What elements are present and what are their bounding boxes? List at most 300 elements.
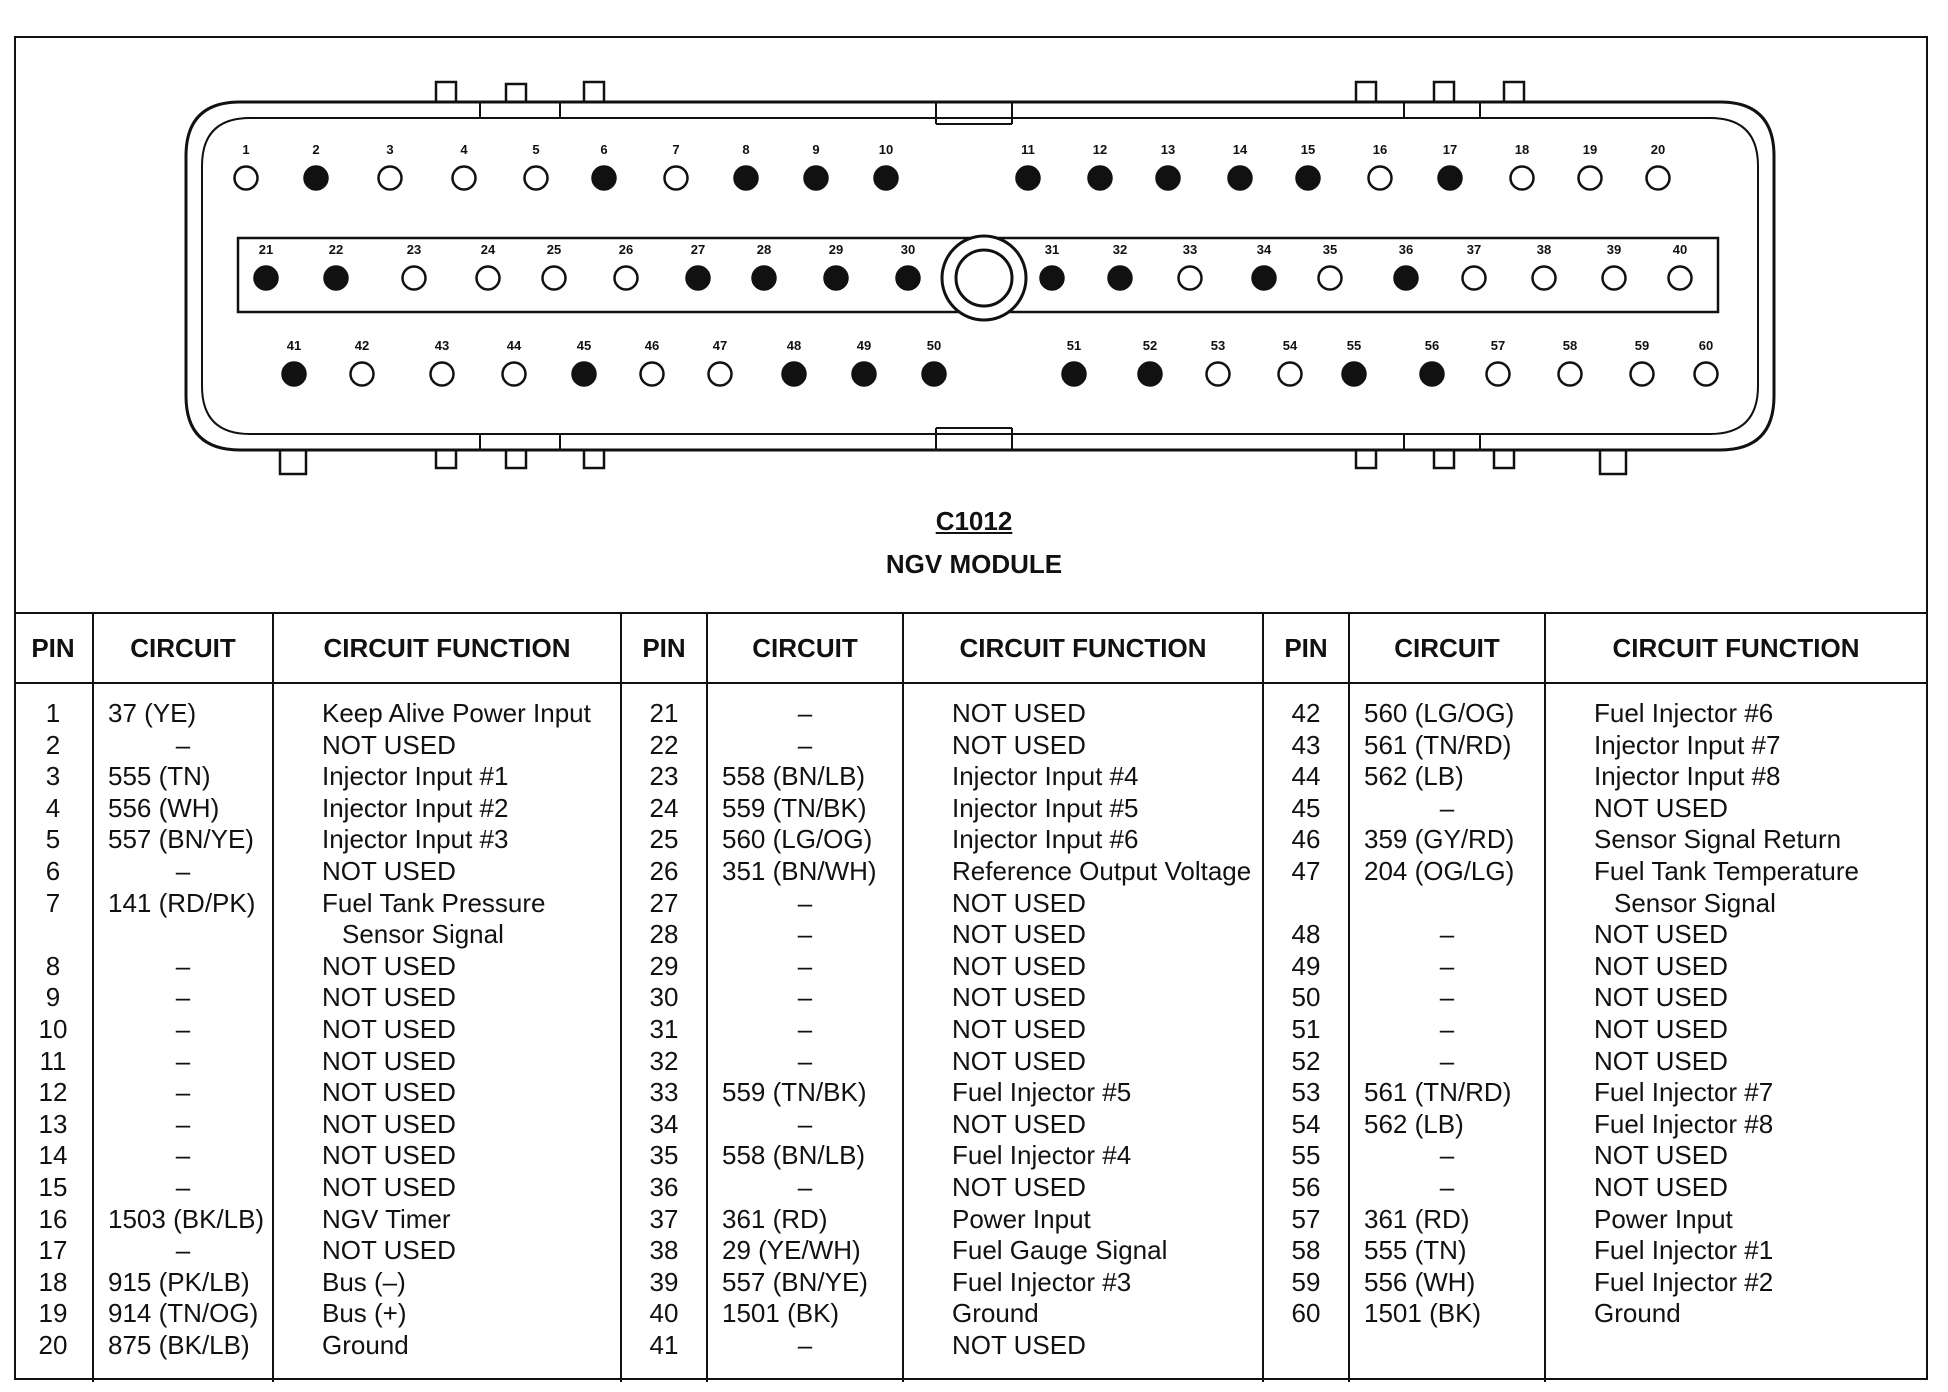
pin-number-label: 30 <box>900 242 916 257</box>
pin-number-label: 12 <box>1092 142 1108 157</box>
pin-used <box>735 167 758 190</box>
pin-used <box>1041 267 1064 290</box>
function-cell: Fuel Injector #8 <box>1594 1108 1774 1139</box>
pin-used <box>753 267 776 290</box>
pin-number-label: 19 <box>1582 142 1598 157</box>
pin-number-label: 13 <box>1160 142 1176 157</box>
pin-cell: 12 <box>38 1077 68 1108</box>
circuit-cell: 556 (WH) <box>1364 1266 1476 1297</box>
pin-number-label: 22 <box>328 242 344 257</box>
circuit-cell: 361 (RD) <box>1364 1203 1470 1234</box>
pin-number-label: 57 <box>1490 338 1506 353</box>
pin-cell: 46 <box>1291 824 1321 855</box>
function-cell: NOT USED <box>322 1077 456 1108</box>
col-circuit-1 <box>94 614 274 1382</box>
pin-number-label: 16 <box>1372 142 1388 157</box>
pin-used <box>1157 167 1180 190</box>
pin-number-label: 44 <box>506 338 522 353</box>
pin-table <box>14 612 1928 1382</box>
pin-cell: 23 <box>649 761 679 792</box>
pin-number-label: 35 <box>1322 242 1338 257</box>
function-cell: Sensor Signal Return <box>1594 824 1842 855</box>
header-circuit: CIRCUIT <box>1350 614 1544 684</box>
pin-number-label: 3 <box>386 142 394 157</box>
pin-used <box>1109 267 1132 290</box>
pin-cell: 44 <box>1291 761 1321 792</box>
function-cell: NOT USED <box>952 1171 1086 1202</box>
circuit-cell: 875 (BK/LB) <box>108 1329 250 1360</box>
function-cell: NOT USED <box>322 982 456 1013</box>
pin-number-label: 20 <box>1650 142 1666 157</box>
pin-number-label: 53 <box>1210 338 1226 353</box>
pin-cell: 4 <box>45 792 61 823</box>
pin-cell: 8 <box>45 950 61 981</box>
function-cell: Fuel Injector #7 <box>1594 1077 1774 1108</box>
pin-number-label: 59 <box>1634 338 1650 353</box>
pin-cell: 52 <box>1291 1045 1321 1076</box>
pin-number-label: 15 <box>1300 142 1316 157</box>
function-cell: NOT USED <box>952 887 1086 918</box>
circuit-cell: 557 (BN/YE) <box>108 824 254 855</box>
pin-empty <box>1207 363 1230 386</box>
pin-empty <box>665 167 688 190</box>
pin-cell: 51 <box>1291 1013 1321 1044</box>
function-cell: Fuel Tank Temperature <box>1594 855 1859 886</box>
function-cell: NOT USED <box>1594 1045 1728 1076</box>
pin-number-label: 1 <box>242 142 250 157</box>
circuit-cell: 556 (WH) <box>108 792 220 823</box>
pin-empty <box>525 167 548 190</box>
function-cell: NOT USED <box>952 950 1086 981</box>
pin-used <box>875 167 898 190</box>
pin-number-label: 9 <box>812 142 820 157</box>
pin-cell: 27 <box>649 887 679 918</box>
circuit-cell: – <box>175 1108 191 1139</box>
function-cell: Injector Input #1 <box>322 761 509 792</box>
circuit-cell: – <box>1439 792 1455 823</box>
pin-number-label: 39 <box>1606 242 1622 257</box>
pin-cell: 58 <box>1291 1235 1321 1266</box>
function-cell: Bus (–) <box>322 1266 406 1297</box>
pin-used <box>783 363 806 386</box>
circuit-cell: – <box>175 982 191 1013</box>
pin-empty <box>503 363 526 386</box>
circuit-cell: 361 (RD) <box>722 1203 828 1234</box>
circuit-cell: – <box>797 1108 813 1139</box>
function-cell: NOT USED <box>952 1329 1086 1360</box>
pin-used <box>1139 363 1162 386</box>
pin-number-label: 34 <box>1256 242 1272 257</box>
pin-number-label: 7 <box>672 142 680 157</box>
pin-number-label: 47 <box>712 338 728 353</box>
circuit-cell: 914 (TN/OG) <box>108 1298 259 1329</box>
pin-number-label: 37 <box>1466 242 1482 257</box>
pin-cell <box>1264 888 1348 920</box>
function-cell: Ground <box>322 1329 409 1360</box>
pin-used <box>1089 167 1112 190</box>
cells-pin-2 <box>622 698 706 1361</box>
circuit-cell: – <box>797 887 813 918</box>
pin-cell: 9 <box>45 982 61 1013</box>
pin-number-label: 32 <box>1112 242 1128 257</box>
pin-cell: 32 <box>649 1045 679 1076</box>
col-circuit-3 <box>1350 614 1546 1382</box>
function-cell: NOT USED <box>322 1108 456 1139</box>
function-cell: Injector Input #7 <box>1594 729 1781 760</box>
header-pin: PIN <box>14 614 92 684</box>
function-cell: Fuel Injector #4 <box>952 1140 1132 1171</box>
pin-cell: 60 <box>1291 1298 1321 1329</box>
function-cell: NOT USED <box>322 950 456 981</box>
pin-cell: 30 <box>649 982 679 1013</box>
pin-number-label: 26 <box>618 242 634 257</box>
pin-empty <box>615 267 638 290</box>
function-cell: Sensor Signal <box>342 919 504 950</box>
pin-cell: 47 <box>1291 855 1321 886</box>
pin-used <box>325 267 348 290</box>
pin-number-label: 25 <box>546 242 562 257</box>
pin-used <box>897 267 920 290</box>
pin-number-label: 21 <box>258 242 274 257</box>
circuit-cell: 558 (BN/LB) <box>722 1140 866 1171</box>
pin-empty <box>1179 267 1202 290</box>
circuit-cell: – <box>175 1140 191 1171</box>
pin-cell: 37 <box>649 1203 679 1234</box>
function-cell: Injector Input #3 <box>322 824 509 855</box>
pin-empty <box>235 167 258 190</box>
pin-cell: 7 <box>45 887 61 918</box>
pin-empty <box>453 167 476 190</box>
pin-empty <box>641 363 664 386</box>
pin-used <box>687 267 710 290</box>
circuit-cell <box>94 919 272 951</box>
circuit-cell: – <box>797 729 813 760</box>
circuit-cell: 561 (TN/RD) <box>1364 729 1512 760</box>
pin-used <box>853 363 876 386</box>
pin-empty <box>1631 363 1654 386</box>
pin-cell: 16 <box>38 1203 68 1234</box>
cells-pin-3 <box>1264 698 1348 1330</box>
function-cell: NOT USED <box>322 1140 456 1171</box>
pin-number-label: 11 <box>1021 142 1035 157</box>
function-cell: Reference Output Voltage <box>952 855 1252 886</box>
circuit-cell: 1501 (BK) <box>722 1298 840 1329</box>
pin-cell: 11 <box>39 1045 67 1076</box>
jack-screw-inner <box>956 250 1012 306</box>
pin-empty <box>1319 267 1342 290</box>
circuit-cell: – <box>175 855 191 886</box>
pin-number-label: 48 <box>786 338 802 353</box>
pin-cell: 42 <box>1291 698 1321 728</box>
function-cell: Keep Alive Power Input <box>322 698 591 728</box>
connector-id: C1012 <box>935 506 1013 536</box>
pin-used <box>1343 363 1366 386</box>
circuit-cell: 561 (TN/RD) <box>1364 1077 1512 1108</box>
pin-cell: 21 <box>649 698 679 728</box>
circuit-cell: – <box>797 919 813 950</box>
function-cell: Sensor Signal <box>1614 887 1776 918</box>
col-function-1 <box>274 614 622 1382</box>
pin-cell: 18 <box>38 1266 68 1297</box>
header-pin: PIN <box>1264 614 1348 684</box>
pin-cell: 53 <box>1291 1077 1321 1108</box>
pin-cell: 24 <box>649 792 679 823</box>
function-cell: NOT USED <box>1594 792 1728 823</box>
pin-cell: 59 <box>1291 1266 1321 1297</box>
circuit-cell: 558 (BN/LB) <box>722 761 866 792</box>
function-cell: NOT USED <box>952 729 1086 760</box>
pin-number-label: 14 <box>1232 142 1248 157</box>
pin-empty <box>1603 267 1626 290</box>
pin-cell: 36 <box>649 1171 679 1202</box>
pin-number-label: 2 <box>312 142 320 157</box>
circuit-cell: – <box>797 1171 813 1202</box>
cells-circuit-3 <box>1350 698 1544 1330</box>
function-cell: NOT USED <box>952 698 1086 728</box>
pin-used <box>573 363 596 386</box>
col-circuit-2 <box>708 614 904 1382</box>
pin-cell: 29 <box>649 950 679 981</box>
pin-used <box>255 267 278 290</box>
pin-number-label: 8 <box>742 142 750 157</box>
pin-number-label: 36 <box>1398 242 1414 257</box>
pin-cell: 57 <box>1291 1203 1321 1234</box>
function-cell: NOT USED <box>1594 1171 1728 1202</box>
pin-number-label: 24 <box>480 242 496 257</box>
function-cell: NOT USED <box>952 1108 1086 1139</box>
header-function: CIRCUIT FUNCTION <box>274 614 620 684</box>
function-cell: Fuel Injector #5 <box>952 1077 1132 1108</box>
pin-cell: 25 <box>649 824 679 855</box>
pin-number-label: 27 <box>690 242 706 257</box>
pin-used <box>825 267 848 290</box>
pin-cell: 38 <box>649 1235 679 1266</box>
circuit-cell: 559 (TN/BK) <box>722 792 867 823</box>
pin-cell: 17 <box>38 1235 68 1266</box>
connector-name: NGV MODULE <box>885 549 1063 579</box>
pin-number-label: 29 <box>828 242 844 257</box>
circuit-cell: – <box>175 1077 191 1108</box>
pin-empty <box>351 363 374 386</box>
pin-cell: 2 <box>45 729 61 760</box>
pin-empty <box>1463 267 1486 290</box>
pin-number-label: 38 <box>1536 242 1552 257</box>
pin-empty <box>1279 363 1302 386</box>
pin-number-label: 54 <box>1282 338 1298 353</box>
circuit-cell: 1503 (BK/LB) <box>108 1203 265 1234</box>
cells-pin-1 <box>14 698 92 1361</box>
pin-empty <box>1369 167 1392 190</box>
function-cell: NOT USED <box>1594 919 1728 950</box>
circuit-cell: – <box>797 1045 813 1076</box>
pin-number-label: 49 <box>856 338 872 353</box>
pin-cell: 45 <box>1291 792 1321 823</box>
pin-used <box>1297 167 1320 190</box>
circuit-cell: – <box>1439 1140 1455 1171</box>
function-cell: NOT USED <box>322 855 456 886</box>
function-cell: NOT USED <box>322 1013 456 1044</box>
circuit-cell: 141 (RD/PK) <box>108 887 256 918</box>
function-cell: Ground <box>952 1298 1039 1329</box>
function-cell: Bus (+) <box>322 1298 407 1329</box>
pin-empty <box>477 267 500 290</box>
pin-cell: 5 <box>45 824 61 855</box>
pin-empty <box>1487 363 1510 386</box>
pin-empty <box>1559 363 1582 386</box>
header-circuit: CIRCUIT <box>708 614 902 684</box>
header-circuit: CIRCUIT <box>94 614 272 684</box>
pin-cell: 40 <box>649 1298 679 1329</box>
header-function: CIRCUIT FUNCTION <box>904 614 1262 684</box>
pin-empty <box>1647 167 1670 190</box>
pin-used <box>1253 267 1276 290</box>
pin-cell: 54 <box>1291 1108 1321 1139</box>
pin-used <box>1063 363 1086 386</box>
function-cell: NOT USED <box>1594 1013 1728 1044</box>
pin-used <box>305 167 328 190</box>
cells-function-2 <box>904 698 1262 1361</box>
pin-cell: 22 <box>649 729 679 760</box>
pin-number-label: 23 <box>406 242 422 257</box>
circuit-cell: – <box>175 1235 191 1266</box>
circuit-cell: – <box>1439 1013 1455 1044</box>
pin-used <box>1395 267 1418 290</box>
cells-function-3 <box>1546 698 1926 1330</box>
pin-cell: 56 <box>1291 1171 1321 1202</box>
cells-circuit-1 <box>94 698 272 1361</box>
circuit-cell <box>1350 888 1544 920</box>
pin-cell: 28 <box>649 919 679 950</box>
pin-cell <box>14 919 92 951</box>
pin-cell: 41 <box>649 1329 679 1360</box>
circuit-cell: – <box>797 698 813 728</box>
pin-number-label: 52 <box>1142 338 1158 353</box>
circuit-cell: – <box>797 1013 813 1044</box>
pin-cell: 49 <box>1291 950 1321 981</box>
col-function-2 <box>904 614 1264 1382</box>
pin-number-label: 40 <box>1672 242 1688 257</box>
pin-number-label: 33 <box>1182 242 1198 257</box>
pin-empty <box>379 167 402 190</box>
pin-empty <box>1695 363 1718 386</box>
function-cell: Fuel Tank Pressure <box>322 887 546 918</box>
pin-empty <box>1579 167 1602 190</box>
col-pin-1 <box>14 614 94 1382</box>
function-cell: NOT USED <box>1594 950 1728 981</box>
col-function-3 <box>1546 614 1926 1382</box>
header-pin: PIN <box>622 614 706 684</box>
pin-number-label: 5 <box>532 142 540 157</box>
pin-cell: 48 <box>1291 919 1321 950</box>
cells-circuit-2 <box>708 698 902 1361</box>
pin-used <box>1421 363 1444 386</box>
pin-number-label: 45 <box>576 338 592 353</box>
function-cell: Injector Input #4 <box>952 761 1139 792</box>
circuit-cell: 555 (TN) <box>1364 1235 1467 1266</box>
pin-number-label: 42 <box>354 338 370 353</box>
circuit-cell: 29 (YE/WH) <box>722 1235 861 1266</box>
circuit-cell: 562 (LB) <box>1364 1108 1464 1139</box>
function-cell: Injector Input #5 <box>952 792 1139 823</box>
pin-number-label: 41 <box>286 338 302 353</box>
pin-used <box>1017 167 1040 190</box>
function-cell: Injector Input #2 <box>322 792 509 823</box>
function-cell: NOT USED <box>1594 982 1728 1013</box>
pin-cell: 33 <box>649 1077 679 1108</box>
function-cell: Injector Input #6 <box>952 824 1139 855</box>
circuit-cell: – <box>1439 919 1455 950</box>
circuit-cell: – <box>175 1045 191 1076</box>
circuit-cell: – <box>175 1171 191 1202</box>
pin-cell: 6 <box>45 855 61 886</box>
circuit-cell: – <box>797 982 813 1013</box>
pin-cell: 35 <box>649 1140 679 1171</box>
pin-cell: 34 <box>649 1108 679 1139</box>
pin-used <box>1439 167 1462 190</box>
function-cell: Power Input <box>1594 1203 1733 1234</box>
col-pin-2 <box>622 614 708 1382</box>
function-cell: NOT USED <box>952 1013 1086 1044</box>
function-cell: Injector Input #8 <box>1594 761 1781 792</box>
pin-number-label: 28 <box>756 242 772 257</box>
pin-number-label: 51 <box>1066 338 1082 353</box>
function-cell: Fuel Injector #1 <box>1594 1235 1774 1266</box>
function-cell: NOT USED <box>322 1235 456 1266</box>
function-cell: Fuel Injector #6 <box>1594 698 1774 728</box>
circuit-cell: 37 (YE) <box>108 698 197 728</box>
cells-function-1 <box>274 698 620 1361</box>
pin-number-label: 60 <box>1698 338 1714 353</box>
function-cell: Power Input <box>952 1203 1091 1234</box>
pin-cell: 39 <box>649 1266 679 1297</box>
circuit-cell: – <box>175 1013 191 1044</box>
function-cell: Fuel Gauge Signal <box>952 1235 1168 1266</box>
pin-empty <box>543 267 566 290</box>
circuit-cell: 1501 (BK) <box>1364 1298 1482 1329</box>
function-cell: NGV Timer <box>322 1203 451 1234</box>
function-cell: NOT USED <box>952 982 1086 1013</box>
function-cell: Fuel Injector #3 <box>952 1266 1132 1297</box>
pin-number-label: 50 <box>926 338 942 353</box>
pin-cell: 13 <box>38 1108 68 1139</box>
pin-cell: 15 <box>38 1171 68 1202</box>
pin-number-label: 55 <box>1346 338 1362 353</box>
col-pin-3 <box>1264 614 1350 1382</box>
circuit-cell: – <box>175 729 191 760</box>
circuit-cell: 562 (LB) <box>1364 761 1464 792</box>
pin-empty <box>431 363 454 386</box>
pin-number-label: 17 <box>1442 142 1458 157</box>
circuit-cell: – <box>175 950 191 981</box>
function-cell: NOT USED <box>322 729 456 760</box>
circuit-cell: 559 (TN/BK) <box>722 1077 867 1108</box>
function-cell: NOT USED <box>322 1045 456 1076</box>
pin-empty <box>1511 167 1534 190</box>
function-cell: NOT USED <box>952 1045 1086 1076</box>
pin-empty <box>1669 267 1692 290</box>
pin-empty <box>1533 267 1556 290</box>
pin-number-label: 10 <box>878 142 894 157</box>
pin-used <box>593 167 616 190</box>
function-cell: Ground <box>1594 1298 1681 1329</box>
pin-used <box>805 167 828 190</box>
function-cell: NOT USED <box>322 1171 456 1202</box>
connector-caption <box>0 500 1948 580</box>
pin-cell: 55 <box>1291 1140 1321 1171</box>
pin-number-label: 43 <box>434 338 450 353</box>
pin-cell: 20 <box>38 1329 68 1360</box>
circuit-cell: 557 (BN/YE) <box>722 1266 868 1297</box>
